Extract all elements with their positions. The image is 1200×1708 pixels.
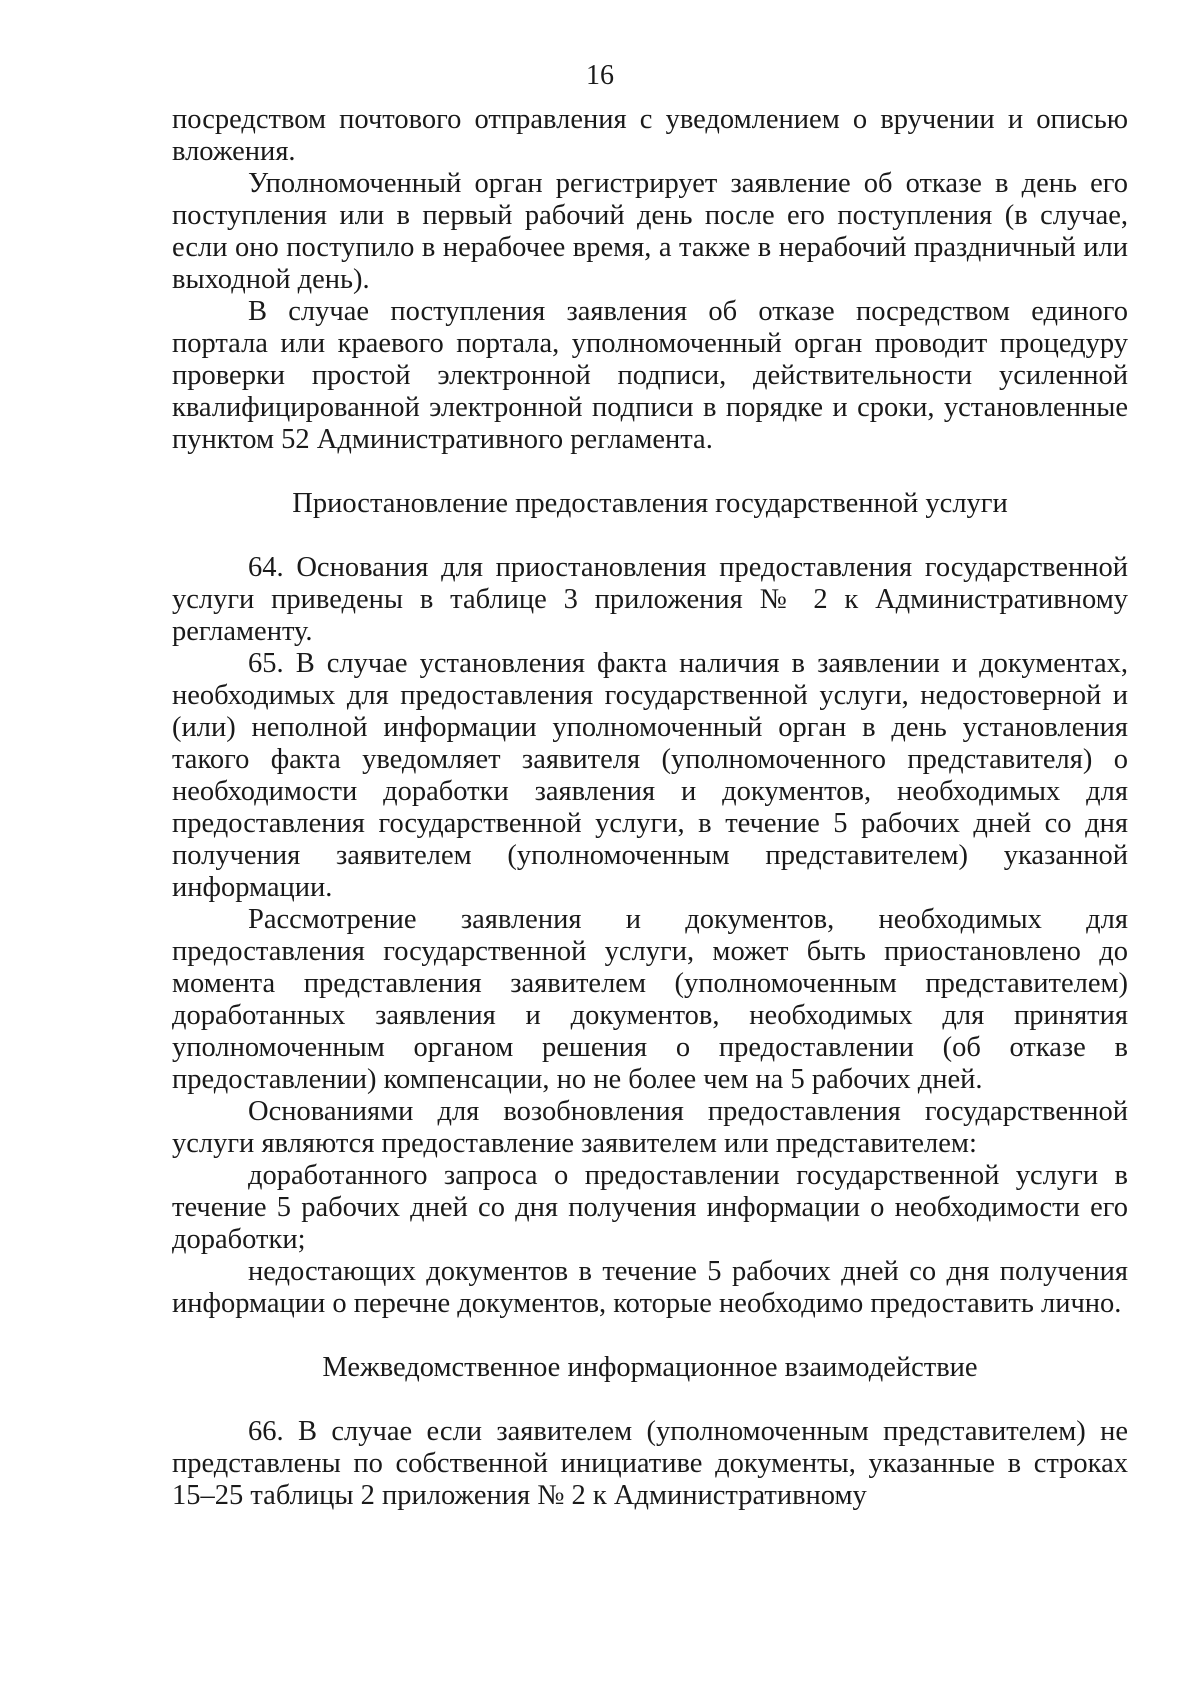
paragraph-65: 65. В случае установления факта наличия в заявлении и документах, необходимых для предоставления государственной услуги, недостоверной и (или) неполной информации уполномоченный орган в день установления такого факта уведомляет заявителя (уполномоченного представителя) о необходимости доработки заявления и документов, необходимых для предоставления государственной услуги, в течение 5 рабочих дней со дня получения заявителем (уполномоченным представителем) указанной информации.	[172, 648, 1128, 903]
heading-interagency: Межведомственное информационное взаимодействие	[322, 1352, 978, 1383]
paragraph-signature-check: В случае поступления заявления об отказе посредством единого портала или краевого портала, уполномоченный орган проводит процедуру проверки простой электронной подписи, действительности усиленной квалифицированной электронной подписи в порядке и сроки, установленные пунктом 52 Административного регламента.	[172, 296, 1128, 455]
paragraph-64: 64. Основания для приостановления предоставления государственной услуги приведены в таблице 3 приложения № 2 к Административному регламенту.	[172, 552, 1128, 647]
document-body	[172, 104, 1128, 1512]
heading-suspension: Приостановление предоставления государственной услуги	[292, 488, 1008, 519]
paragraph-66: 66. В случае если заявителем (уполномоченным представителем) не представлены по собственной инициативе документы, указанные в строках 15–25 таблицы 2 приложения № 2 к Административному	[172, 1416, 1128, 1511]
paragraph-mail-delivery: посредством почтового отправления с уведомлением о вручении и описью вложения.	[172, 104, 1128, 167]
paragraph-resumption-grounds: Основаниями для возобновления предоставления государственной услуги являются предоставление заявителем или представителем:	[172, 1096, 1128, 1159]
paragraph-registration: Уполномоченный орган регистрирует заявление об отказе в день его поступления или в первый рабочий день после его поступления (в случае, если оно поступило в нерабочее время, а также в нерабочий праздничный или выходной день).	[172, 168, 1128, 295]
paragraph-consideration-suspended: Рассмотрение заявления и документов, необходимых для предоставления государственной услуги, может быть приостановлено до момента представления заявителем (уполномоченным представителем) доработанных заявления и документов, необходимых для принятия уполномоченным органом решения о предоставлении (об отказе в предоставлении) компенсации, но не более чем на 5 рабочих дней.	[172, 904, 1128, 1095]
paragraph-missing-documents: недостающих документов в течение 5 рабочих дней со дня получения информации о перечне документов, которые необходимо предоставить лично.	[172, 1256, 1128, 1319]
page-number: 16	[586, 60, 614, 91]
paragraph-revised-request: доработанного запроса о предоставлении государственной услуги в течение 5 рабочих дней со дня получения информации о необходимости его доработки;	[172, 1160, 1128, 1255]
